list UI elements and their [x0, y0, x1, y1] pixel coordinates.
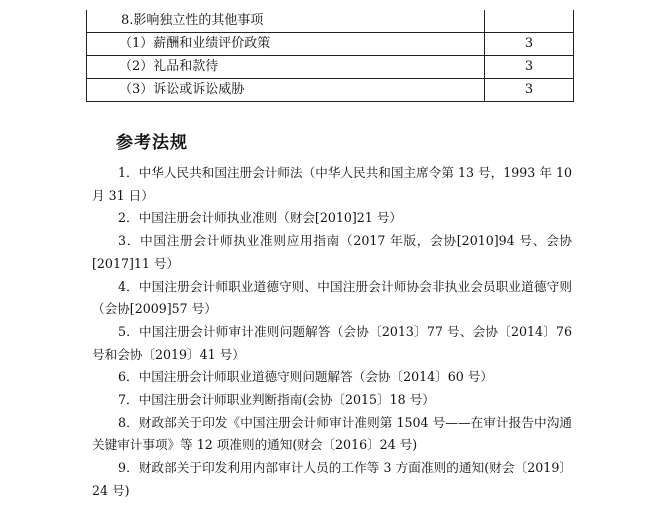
reference-item: 5．中国注册会计师审计准则问题解答（会协〔2013〕77 号、会协〔2014〕76 号和会协〔2019〕41 号）: [92, 323, 572, 362]
factor-score: 3: [485, 79, 574, 102]
references-heading: 参考法规: [116, 133, 188, 153]
reference-item: 6．中国注册会计师职业道德守则问题解答（会协〔2014〕60 号）: [118, 369, 493, 385]
factor-description: （2）礼品和款待: [87, 56, 485, 79]
factor-score: 3: [485, 56, 574, 79]
reference-item: 8．财政部关于印发《中国注册会计师审计准则第 1504 号——在审计报告中沟通关键审计事项》等 12 项准则的通知(财会〔2016〕24 号): [92, 414, 572, 453]
independence-factors-table: [86, 10, 574, 102]
reference-item: 2．中国注册会计师执业准则（财会[2010]21 号）: [118, 210, 403, 226]
factor-description: 8.影响独立性的其他事项: [87, 10, 485, 33]
table-row: [87, 56, 574, 79]
table-row: [87, 33, 574, 56]
independence-factors-table-container: [86, 10, 572, 102]
references-list: [92, 162, 572, 503]
reference-item: 4．中国注册会计师职业道德守则、中国注册会计师协会非执业会员职业道德守则（会协[2009]57 号）: [92, 278, 572, 317]
factor-score: 3: [485, 33, 574, 56]
table-row: [87, 10, 574, 33]
factor-score: [485, 10, 574, 33]
reference-item: 9．财政部关于印发利用内部审计人员的工作等 3 方面准则的通知(财会〔2019〕24 号): [92, 460, 572, 498]
reference-item: 3．中国注册会计师执业准则应用指南（2017 年版，会协[2010]94 号、会协[2017]11 号）: [92, 233, 572, 271]
reference-item: 7．中国注册会计师职业判断指南(会协〔2015〕18 号）: [118, 392, 435, 408]
factor-description: （1）薪酬和业绩评价政策: [87, 33, 485, 56]
factor-description: （3）诉讼或诉讼威胁: [87, 79, 485, 102]
table-row: [87, 79, 574, 102]
reference-item: 1．中华人民共和国注册会计师法（中华人民共和国主席令第 13 号，1993 年 10 月 31 日）: [92, 165, 572, 203]
